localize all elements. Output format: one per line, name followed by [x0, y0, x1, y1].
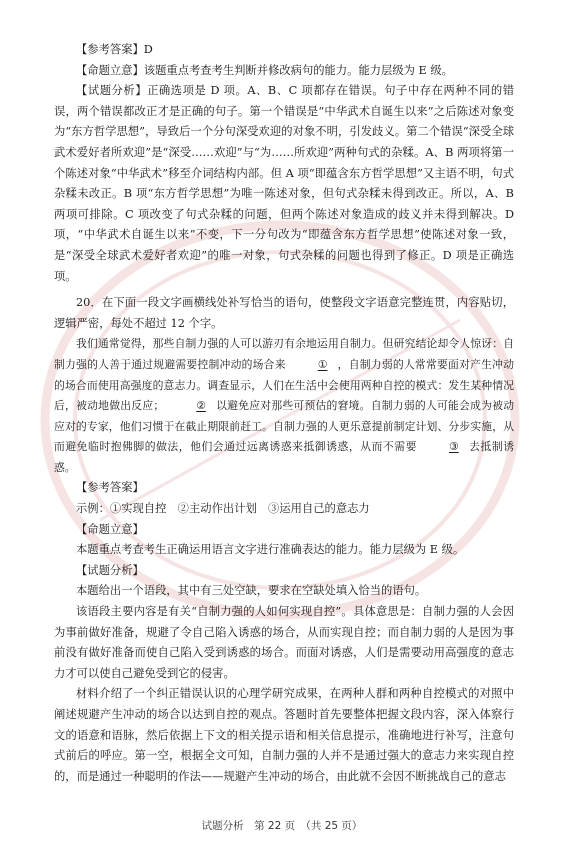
- blank-1: ①: [317, 357, 328, 371]
- document-body: [54, 40, 514, 787]
- page-footer: 试题分析 第 22 页 （共 25 页）: [201, 820, 363, 832]
- q20-intent: 本题重点考查考生正确运用语言文字进行准确表达的能力。能力层级为 E 级。: [76, 543, 465, 557]
- q20-analysis-1: 本题给出一个语段，其中有三处空缺，要求在空缺处填入恰当的语句。: [76, 584, 427, 598]
- q20-analysis-3: 材料介绍了一个纠正错误认识的心理学研究成果，在两种人群和两种自控模式的对照中阐述规避产生冲动的场合以达到自控的观点。答题时首先要整体把握文段内容，深入体察行文的语意和语脉，然后依据上下文的相关提示语和相关信息提示，准确地进行补写，注意句式前后的呼应。第一空，根据全文可知，自制力强的人并不是通过强大的意志力来实现自控的，而是通过一种聪明的作法——规避产生冲动的场合，由此就不会因不断挑战自己的意志: [54, 687, 514, 783]
- q20-answer-label: 【参考答案】: [76, 481, 144, 495]
- blank-3: ③: [448, 440, 459, 454]
- q19-answer: 【参考答案】D: [76, 43, 153, 56]
- q20-answer: 示例：①实现自控 ②主动作出计划 ③运用自己的意志力: [76, 502, 370, 516]
- q20-intent-label: 【命题立意】: [76, 522, 144, 536]
- q20-passage: 我们通常觉得，那些自制力强的人可以游刃有余地运用自制力。但研究结论却令人惊讶：自制力强的人善于通过规避需要控制冲动的场合来 ① ，自制力弱的人常常要面对产生冲动的场合而使用高强度的意志力。调查显示，人们在生活中会使用两种自控的模式：发生某种情况后，被动地做出反应； ② 以避免应对那些可预估的窘境。自制力弱的人可能会成为被动应对的专家，他们习惯于在截止期限前赶工。自制力强的人更乐意提前制定计划、分步实施，从而避免临时抱佛脚的做法，他们会通过远离诱惑来抵御诱惑，从而不需要 ③ 去抵制诱惑。: [54, 337, 515, 474]
- q20-analysis-2: 该语段主要内容是有关“自制力强的人如何实现自控”。具体意思是：自制力强的人会因为事前做好准备，规避了令自己陷入诱惑的场合，从而实现自控；而自制力弱的人是因为事前没有做好准备而使自己陷入受到诱惑的场合。而面对诱惑，人们是需要动用高强度的意志力才可以使自己避免受到它的侵害。: [54, 605, 514, 680]
- blank-2: ②: [196, 399, 206, 413]
- q20-question: 20．在下面一段文字画横线处补写恰当的语句，使整段文字语意完整连贯，内容贴切，逻辑严密，每处不超过 12 个字。: [54, 296, 514, 330]
- q20-analysis-label: 【试题分析】: [76, 563, 144, 577]
- q19-analysis: 【试题分析】正确选项是 D 项。A、B、C 项都存在错误。句子中存在两种不同的错误，两个错误都改正才是正确的句子。第一个错误是“中华武术自诞生以来”之后陈述对象变为“东方哲学思想”，导致后一个分句深受欢迎的对象不明，引发歧义。第二个错误“深受全球武术爱好者所欢迎”是“深受……欢迎”与“为……所欢迎”两种句式的杂糅。A、B 两项将第一个陈述对象“中华武术”移至介词结构内部。但 A 项“即蕴含东方哲学思想”又主语不明，句式杂糅未改正。B 项“东方哲学思想”为唯一陈述对象，但句式杂糅未得到改正。所以，A、B 两项可排除。C 项改变了句式杂糅的问题，但两个陈述对象造成的歧义并未得到解决。D 项，“中华武术自诞生以来”不变，下一分句改为“即蕴含东方哲学思想”使陈述对象一致，是“深受全球武术爱好者欢迎”的唯一对象，句式杂糅的问题也得到了修正。D 项是正确选项。: [54, 84, 514, 283]
- q19-intent: 【命题立意】该题重点考查考生判断并修改病句的能力。能力层级为 E 级。: [76, 63, 453, 77]
